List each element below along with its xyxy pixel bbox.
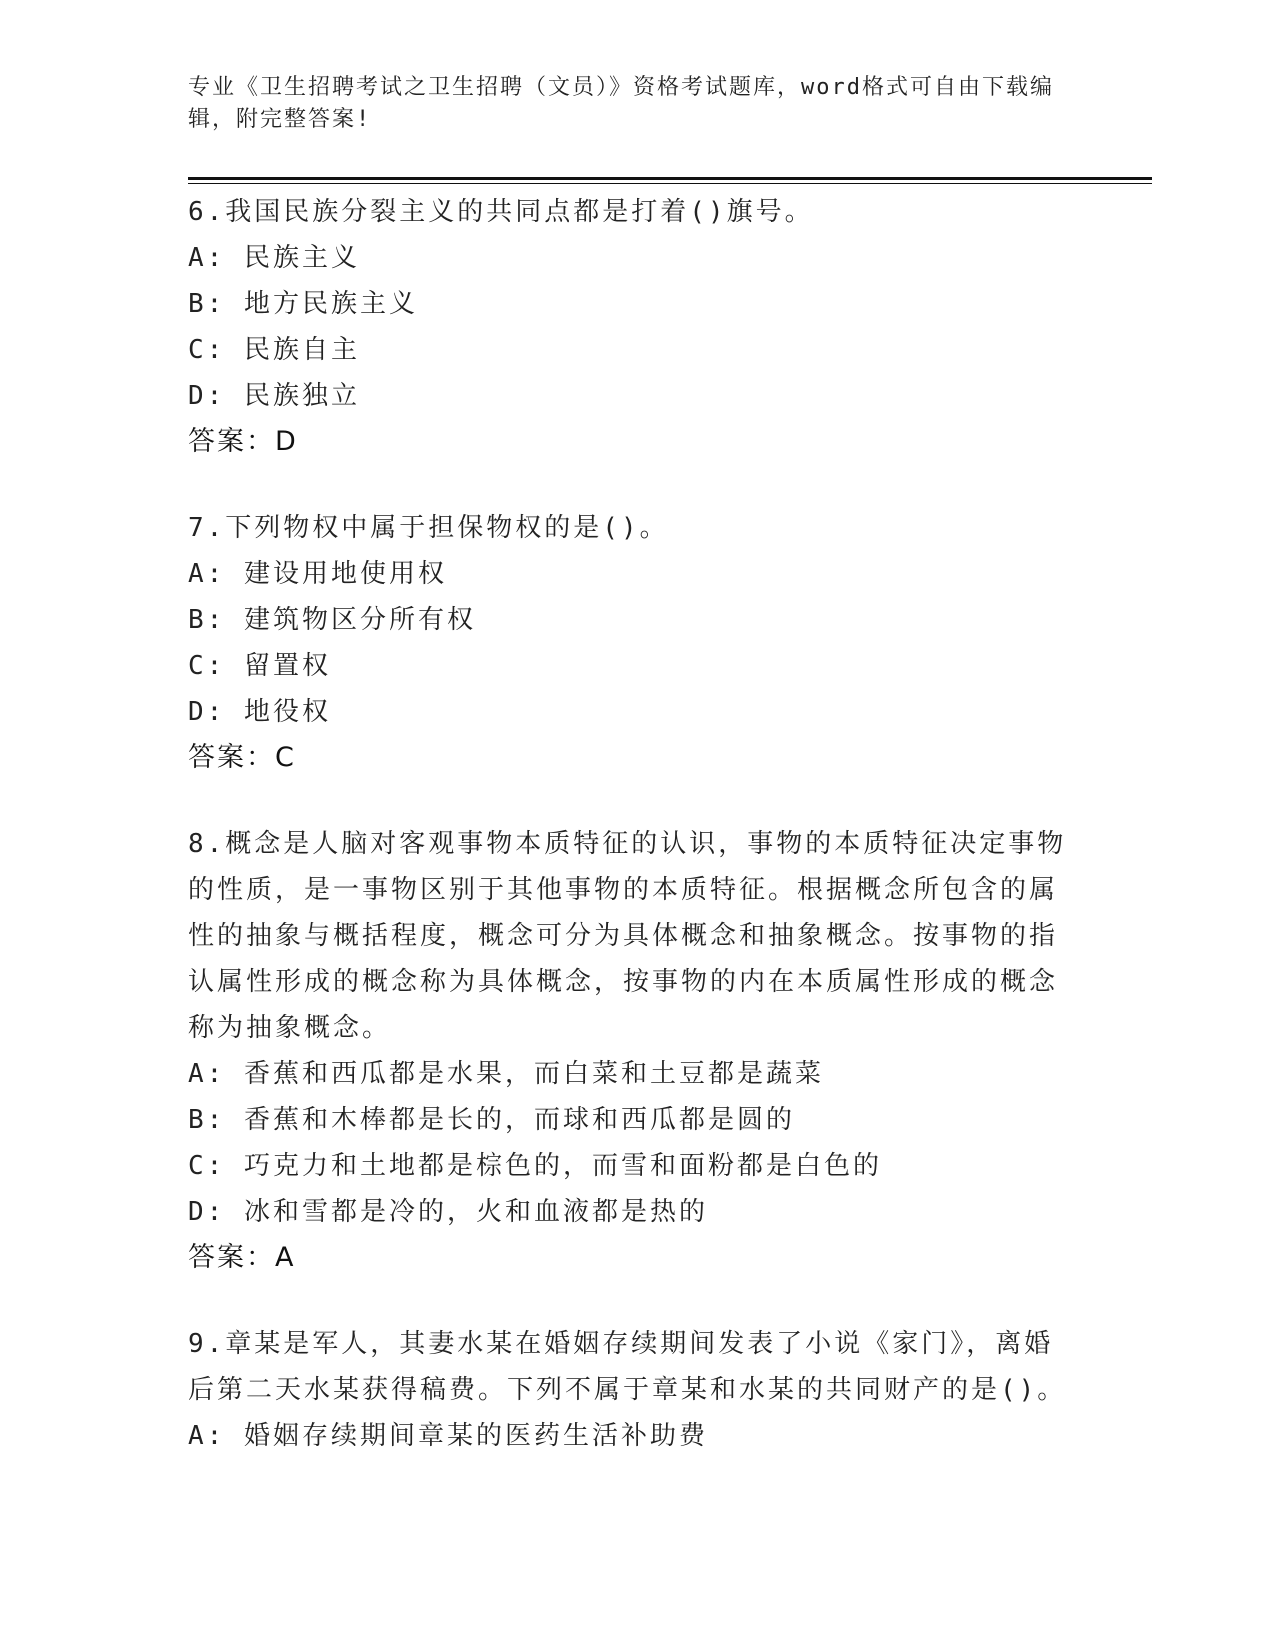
header-intro-text: 专业《卫生招聘考试之卫生招聘（文员）》资格考试题库，word格式可自由下载编辑，附完整答案! bbox=[188, 75, 1054, 132]
question-8 bbox=[188, 821, 1068, 1281]
question-9 bbox=[188, 1321, 1068, 1459]
option-a: A: 建设用地使用权 bbox=[188, 559, 447, 589]
option-a: A: 婚姻存续期间章某的医药生活补助费 bbox=[188, 1421, 708, 1451]
question-6 bbox=[188, 189, 1068, 465]
option-b: B: 地方民族主义 bbox=[188, 289, 418, 319]
option-b: B: 建筑物区分所有权 bbox=[188, 605, 476, 635]
option-c: C: 巧克力和土地都是棕色的，而雪和面粉都是白色的 bbox=[188, 1151, 882, 1181]
answer-line: 答案：C bbox=[188, 742, 296, 773]
option-d: D: 民族独立 bbox=[188, 381, 360, 411]
answer-line: 答案：A bbox=[188, 1242, 296, 1273]
option-c: C: 民族自主 bbox=[188, 335, 360, 365]
header-divider-thin bbox=[188, 183, 1152, 184]
option-d: D: 地役权 bbox=[188, 697, 331, 727]
option-c: C: 留置权 bbox=[188, 651, 331, 681]
question-text: 7.下列物权中属于担保物权的是()。 bbox=[188, 513, 669, 543]
answer-line: 答案：D bbox=[188, 426, 298, 457]
option-a: A: 民族主义 bbox=[188, 243, 360, 273]
document-header bbox=[188, 72, 1068, 136]
option-d: D: 冰和雪都是冷的，火和血液都是热的 bbox=[188, 1197, 708, 1227]
question-text: 9.章某是军人，其妻水某在婚姻存续期间发表了小说《家门》，离婚后第二天水某获得稿费。下列不属于章某和水某的共同财产的是()。 bbox=[188, 1329, 1067, 1405]
header-divider-thick bbox=[188, 177, 1152, 180]
question-list bbox=[188, 189, 1068, 1499]
question-text: 8.概念是人脑对客观事物本质特征的认识，事物的本质特征决定事物的性质，是一事物区别于其他事物的本质特征。根据概念所包含的属性的抽象与概括程度，概念可分为具体概念和抽象概念。按事物的指认属性形成的概念称为具体概念，按事物的内在本质属性形成的概念称为抽象概念。 bbox=[188, 829, 1067, 1043]
option-a: A: 香蕉和西瓜都是水果，而白菜和土豆都是蔬菜 bbox=[188, 1059, 824, 1089]
option-b: B: 香蕉和木棒都是长的，而球和西瓜都是圆的 bbox=[188, 1105, 795, 1135]
question-text: 6.我国民族分裂主义的共同点都是打着()旗号。 bbox=[188, 197, 814, 227]
question-7 bbox=[188, 505, 1068, 781]
